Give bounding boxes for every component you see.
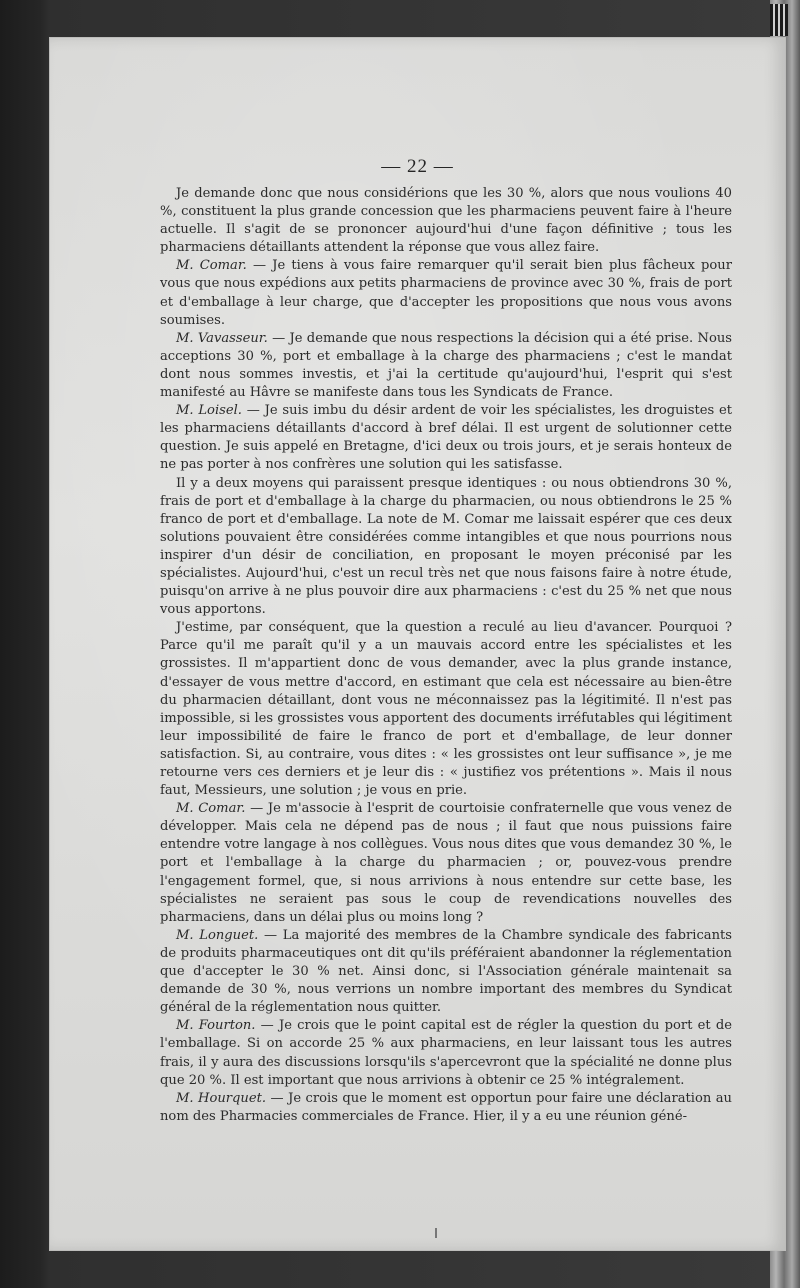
paragraph-text: — Je crois que le point capital est de régler la question du port et de l'emballage. Si on accorde 25 % aux pharmaciens, en leur laissant tous les autres frais, il y aura des discussions lorsqu'ils s'apercevront que la spécialité ne donne plus que 20 %. Il est important que nous arrivions à obtenir ce 25 % intégralement. <box>160 1018 732 1088</box>
paragraph <box>160 402 732 474</box>
paragraph-text: — Je demande que nous respections la décision qui a été prise. Nous acceptions 30 %, port et emballage à la charge des pharmaciens ; c'est le mandat dont nous sommes investis, et j'ai la certitude qu'aujourd'hui, l'esprit qui s'est manifesté au Hâvre se manifeste dans tous les Syndicats de France. <box>160 330 732 401</box>
page-mark <box>435 1228 437 1238</box>
paragraph <box>160 1017 732 1089</box>
speaker-name: M. Hourquet. <box>176 1090 267 1106</box>
paragraph-text: — Je tiens à vous faire remarquer qu'il serait bien plus fâcheux pour vous que nous expédions aux petits pharmaciens de province avec 30 %, frais de port et d'emballage à leur charge, que d'accepter les propositions que nous vous avons soumises. <box>160 258 732 328</box>
paragraph-text: — Je crois que le moment est opportun pour faire une déclaration au nom des Pharmacies commerciales de France. Hier, il y a eu une réunion géné- <box>160 1090 732 1124</box>
speaker-name: M. Comar. <box>176 258 247 274</box>
paragraph <box>160 1090 732 1126</box>
speaker-name: M. Fourton. <box>176 1018 256 1034</box>
paragraph <box>160 927 732 1017</box>
paragraph-text: — La majorité des membres de la Chambre syndicale des fabricants de produits pharmaceutiques ont dit qu'ils préféraient abandonner la réglementation que d'accepter le 30 % net. Ainsi donc, si l'Association générale maintenait sa demande de 30 %, nous verrions un nombre important des membres du Syndicat général de la réglementation nous quitter. <box>160 927 733 1016</box>
paragraph <box>160 619 732 800</box>
page-body-text <box>160 185 732 1126</box>
speaker-name: M. Longuet. <box>176 927 259 943</box>
paragraph <box>160 330 732 402</box>
paragraph <box>160 475 732 620</box>
page-number: — 22 — <box>381 156 454 177</box>
paragraph-text: — Je m'associe à l'esprit de courtoisie confraternelle que vous venez de développer. Mais cela ne dépend pas de nous ; il faut que nous puissions faire entendre votre langage à nos collègues. Vous nous dites que vous demandez 30 %, le port et l'emballage à la charge du pharmacien ; or, pouvez-vous prendre l'engagement formel, que, si nous arrivions à nous entendre sur cette base, les spécialistes ne seraient pas sous le coup de revendications nouvelles des pharmaciens, dans un délai plus ou moins long ? <box>160 801 733 925</box>
paragraph <box>160 185 732 257</box>
paragraph <box>160 257 732 329</box>
speaker-name: M. Comar. <box>176 801 246 817</box>
scan-color-bar <box>770 4 788 36</box>
paragraph-text: J'estime, par conséquent, que la question a reculé au lieu d'avancer. Pourquoi ? Parce qu'il me paraît qu'il y a un mauvais accord entre les spécialistes et les grossistes. Il m'appartient donc de vous demander, avec la plus grande instance, d'essayer de vous mettre d'accord, en estimant que cela est nécessaire au bien-être du pharmacien détaillant, dont vous ne méconnaissez pas la légitimité. Il n'est pas impossible, si les grossistes vous apportent des documents irréfutables qui légitiment leur impossibilité de faire le franco de port et d'emballage, de leur donner satisfaction. Si, au contraire, vous dites : « les grossistes ont leur suffisance », je me retourne vers ces derniers et je leur dis : « justifiez vos prétentions ». Mais il nous faut, Messieurs, une solution ; je vous en prie. <box>160 620 732 799</box>
paragraph-text: Je demande donc que nous considérions que les 30 %, alors que nous voulions 40 %, constituent la plus grande concession que les pharmaciens peuvent faire à l'heure actuelle. Il s'agit de se prononcer aujourd'hui d'une façon définitive ; tous les pharmaciens détaillants attendent la réponse que vous allez faire. <box>160 186 732 256</box>
paragraph-text: Il y a deux moyens qui paraissent presque identiques : ou nous obtiendrons 30 %, frais de port et d'emballage à la charge du pharmacien, ou nous obtiendrons le 25 % franco de port et d'emballage. La note de M. Comar me laissait espérer que ces deux solutions pouvaient être considérées comme intangibles et que nous pourrions nous inspirer d'un désir de conciliation, en proposant le moyen préconisé par les spécialistes. Aujourd'hui, c'est un recul très net que nous faisons faire à notre étude, puisqu'on arrive à ne plus pouvoir dire aux pharmaciens : c'est du 25 % net que nous vous apportons. <box>160 475 732 618</box>
speaker-name: M. Vavasseur. <box>176 330 268 346</box>
speaker-name: M. Loisel. <box>176 403 242 419</box>
paragraph-text: — Je suis imbu du désir ardent de voir les spécialistes, les droguistes et les pharmaciens détaillants d'accord à bref délai. Il est urgent de solutionner cette question. Je suis appelé en Bretagne, d'ici deux ou trois jours, et je serais honteux de ne pas porter à nos confrères une solution qui les satisfasse. <box>160 403 732 473</box>
paragraph <box>160 800 732 927</box>
